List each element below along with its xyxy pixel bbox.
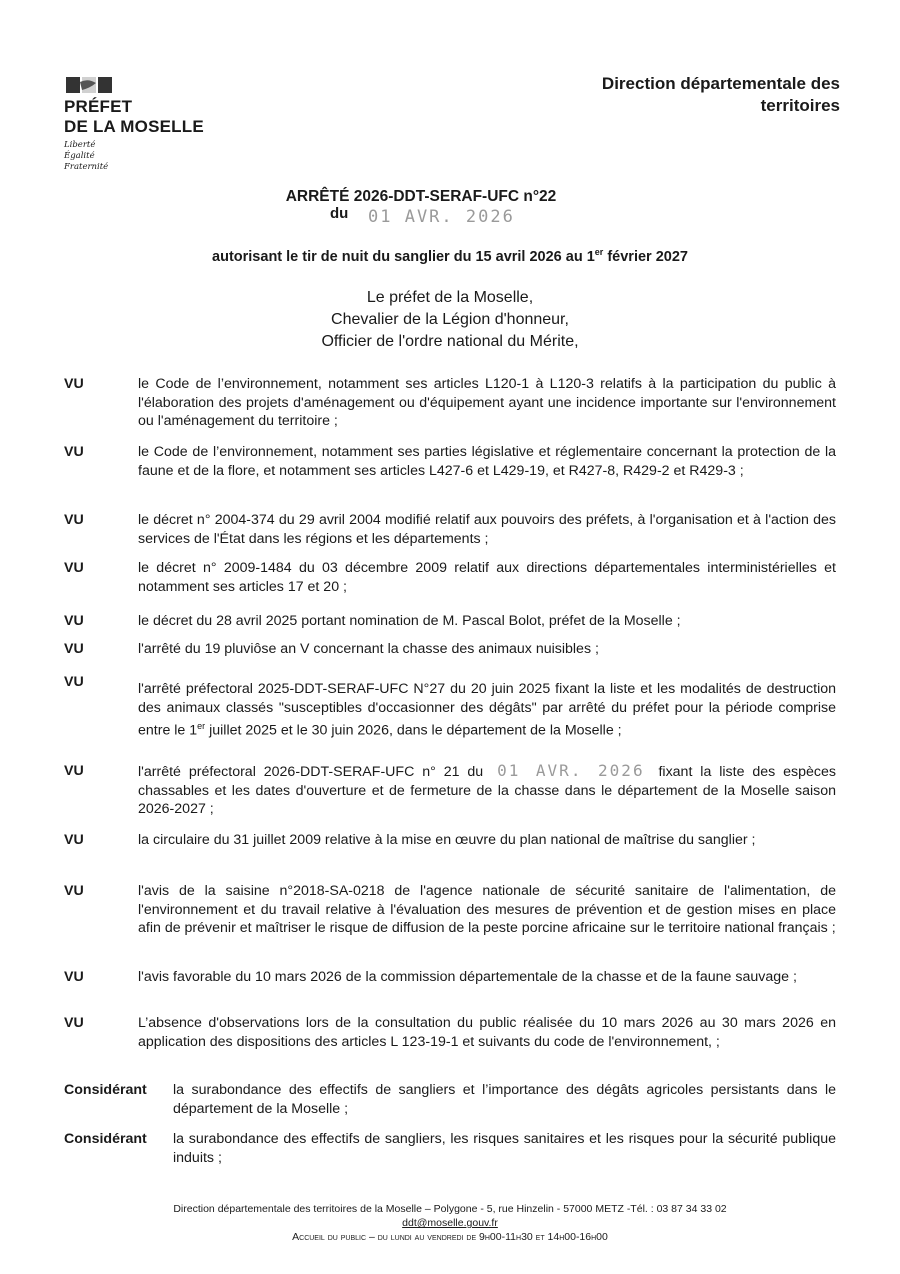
clause-text: la circulaire du 31 juillet 2009 relative à la mise en œuvre du plan national de maîtrise du sanglier ; [138, 832, 756, 848]
footer-hours: Accueil du public – du lundi au vendredi de 9h00-11h30 et 14h00-16h00 [292, 1231, 608, 1243]
prefet-intro [0, 287, 900, 353]
motto-egalite: Égalité [64, 151, 95, 161]
clause-text-part-a: l'arrêté préfectoral 2026-DDT-SERAF-UFC n° 21 du [138, 764, 484, 780]
clause-label: VU [64, 560, 84, 576]
arrete-subtitle [0, 247, 900, 265]
clause-text [138, 680, 836, 740]
motto-liberte: Liberté [64, 140, 96, 150]
clause-text: l'avis de la saisine n°2018-SA-0218 de l'agence nationale de sécurité sanitaire de l'alimentation, de l'environnement et du travail relative à l'évaluation des mesures de prévention et de gestion mises en place afin de prévenir et maîtriser le risque de diffusion de la peste porcine africaine sur le territoire national français ; [138, 883, 836, 936]
prefet-title [64, 97, 204, 137]
prefet-intro-line-2: Chevalier de la Légion d'honneur, [331, 311, 569, 328]
direction-line-1: Direction départementale des [601, 74, 840, 93]
date-stamp: 01 AVR. 2026 [368, 207, 515, 227]
clause-text: la surabondance des effectifs de sangliers, les risques sanitaires et les risques pour la sécurité publique induits ; [173, 1131, 836, 1166]
clause-text-part-a: l'arrêté préfectoral 2025-DDT-SERAF-UFC N°27 du 20 juin 2025 fixant la liste et les modalités de destruction des animaux classés "susceptibles d'occasionner des dégâts" par arrêté du préfet pour la période comprise entre le 1 [138, 681, 836, 739]
prefet-line-2: DE LA MOSELLE [64, 117, 204, 136]
clause-label: VU [64, 674, 84, 690]
clause-label: VU [64, 613, 84, 629]
clause-label: VU [64, 1015, 84, 1031]
clause-label: VU [64, 512, 84, 528]
prefet-intro-line-1: Le préfet de la Moselle, [366, 289, 534, 306]
subtitle-main: autorisant le tir de nuit du sanglier du 15 avril 2026 au 1 [212, 248, 595, 265]
clause-label: VU [64, 969, 84, 985]
clause-text [138, 762, 836, 819]
clause-text-sup: er [197, 721, 206, 731]
clause-label: VU [64, 832, 84, 848]
clause-text: L’absence d'observations lors de la consultation du public réalisée du 10 mars 2026 au 30 mars 2026 en application des dispositions des articles L 123-19-1 et suivants du code de l'environnement, ; [138, 1015, 836, 1050]
footer-email-wrap [0, 1217, 900, 1229]
clause-text: le Code de l’environnement, notamment ses articles L120-1 à L120-3 relatifs à la participation du public à l'élaboration des projets d'aménagement ou d'équipement ayant une incidence importante sur l'environnement ou l'aménagement du territoire ; [138, 376, 836, 429]
clause-text: l'arrêté du 19 pluviôse an V concernant la chasse des animaux nuisibles ; [138, 641, 599, 657]
prefet-line-1: PRÉFET [64, 97, 133, 116]
marianne-logo-icon [66, 76, 112, 94]
clause-text: le Code de l’environnement, notamment ses parties législative et réglementaire concernant la protection de la faune et de la flore, et notamment ses articles L427-6 et L429-19, et R427-8, R429-2 et R429-3 ; [138, 444, 836, 479]
clause-label: VU [64, 883, 84, 899]
clause-label: VU [64, 763, 84, 779]
arrete-title: ARRÊTÉ 2026-DDT-SERAF-UFC n°22 [285, 188, 557, 205]
clause-label: VU [64, 376, 84, 392]
clause-text-part-b: fixant la liste des espèces chassables et les dates d'ouverture et de fermeture de la chasse dans le département de la Moselle saison 2026-2027 ; [138, 764, 836, 817]
clause-text: l'avis favorable du 10 mars 2026 de la commission départementale de la chasse et de la faune sauvage ; [138, 969, 797, 985]
clause-text: la surabondance des effectifs de sangliers et l’importance des dégâts agricoles persistants dans le département de la Moselle ; [173, 1082, 836, 1117]
republic-motto [64, 140, 108, 173]
clause-text: le décret n° 2004-374 du 29 avril 2004 modifié relatif aux pouvoirs des préfets, à l'organisation et à l'action des services de l'État dans les régions et les départements ; [138, 512, 836, 547]
clause-label: VU [64, 641, 84, 657]
inline-date-stamp: 01 AVR. 2026 [497, 761, 645, 780]
clause-text-part-b: juillet 2025 et le 30 juin 2026, dans le département de la Moselle ; [205, 722, 622, 739]
clause-text: le décret du 28 avril 2025 portant nomination de M. Pascal Bolot, préfet de la Moselle ; [138, 613, 681, 629]
subtitle-sup: er [594, 247, 604, 257]
subtitle-end: février 2027 [603, 248, 688, 265]
direction-title [602, 73, 840, 117]
clause-label: Considérant [64, 1082, 147, 1098]
clause-text: le décret n° 2009-1484 du 03 décembre 2009 relatif aux directions départementales interministérielles et notamment ses articles 17 et 20 ; [138, 560, 836, 595]
clause-label: VU [64, 444, 84, 460]
motto-fraternite: Fraternité [64, 162, 109, 172]
arrete-du-label: du [330, 205, 349, 222]
prefet-intro-line-3: Officier de l'ordre national du Mérite, [321, 333, 579, 350]
direction-line-2: territoires [760, 96, 840, 115]
footer-email-link[interactable]: ddt@moselle.gouv.fr [402, 1217, 498, 1229]
clause-label: Considérant [64, 1131, 147, 1147]
footer-address: Direction départementale des territoires de la Moselle – Polygone - 5, rue Hinzelin - 57000 METZ -Tél. : 03 87 34 33 02 [173, 1203, 727, 1215]
